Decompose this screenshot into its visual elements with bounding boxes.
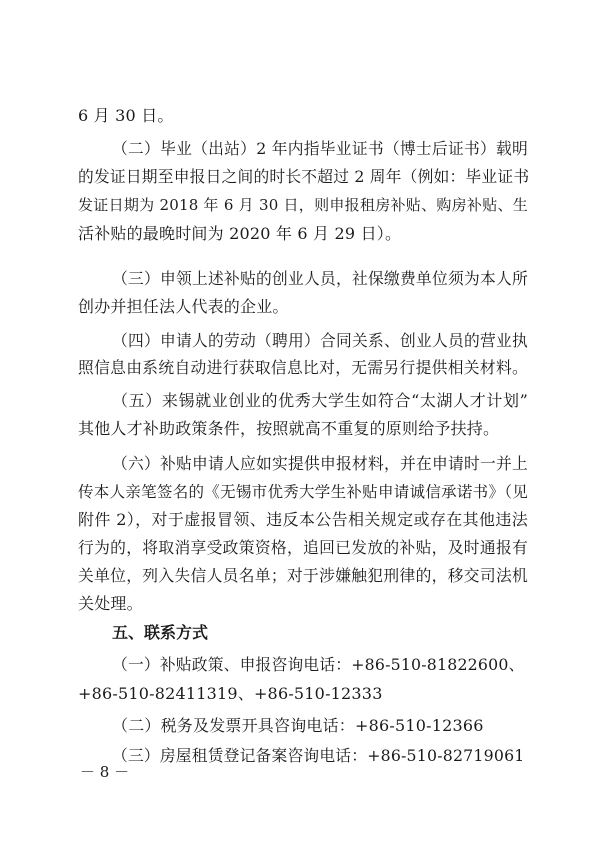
text-line: 关单位，列入失信人员名单；对于涉嫌触犯刑律的，移交司法机 [78,566,528,585]
text-line: （一）补贴政策、申报咨询电话：+86-510-81822600、 [112,655,525,674]
text-line: 发证日期为 2018 年 6 月 30 日，则申报租房补贴、购房补贴、生 [78,196,528,214]
text-line: （三）申领上述补贴的创业人员，社保缴费单位须为本人所 [112,269,528,288]
text-line: 的发证日期至申报日之间的时长不超过 2 周年（例如：毕业证书 [78,167,530,186]
page-number: － 8 － [80,763,130,781]
text-line: （四）申请人的劳动（聘用）合同关系、创业人员的营业执 [112,331,528,350]
text-line: （五）来锡就业创业的优秀大学生如符合“太湖人才计划” [112,391,528,410]
text-line: （六）补贴申请人应如实提供申报材料，并在申请时一并上 [112,454,528,473]
text-line: （三）房屋租赁登记备案咨询电话：+86-510-82719061 [112,746,525,765]
text-line: 照信息由系统自动进行获取信息比对，无需另行提供相关材料。 [78,358,528,377]
text-line: 活补贴的最晚时间为 2020 年 6 月 29 日）。 [78,224,402,243]
text-line: （二）毕业（出站）2 年内指毕业证书（博士后证书）载明 [112,139,528,158]
text-line: 创办并担任法人代表的企业。 [78,297,289,316]
text-line: 关处理。 [78,594,143,613]
text-line: 附件 2），对于虚报冒领、违反本公告相关规定或存在其他违法 [78,510,528,529]
text-line: （二）税务及发票开具咨询电话：+86-510-12366 [112,716,484,735]
text-line: 行为的，将取消享受政策资格，追回已发放的补贴，及时通报有 [78,538,528,557]
text-line: 其他人才补助政策条件，按照就高不重复的原则给予扶持。 [78,419,500,438]
text-line: +86-510-82411319、+86-510-12333 [78,684,383,703]
section-heading: 五、联系方式 [112,623,209,642]
text-line: 6 月 30 日。 [78,106,174,125]
text-line: 传本人亲笔签名的《无锡市优秀大学生补贴申请诚信承诺书》（见 [78,483,528,501]
